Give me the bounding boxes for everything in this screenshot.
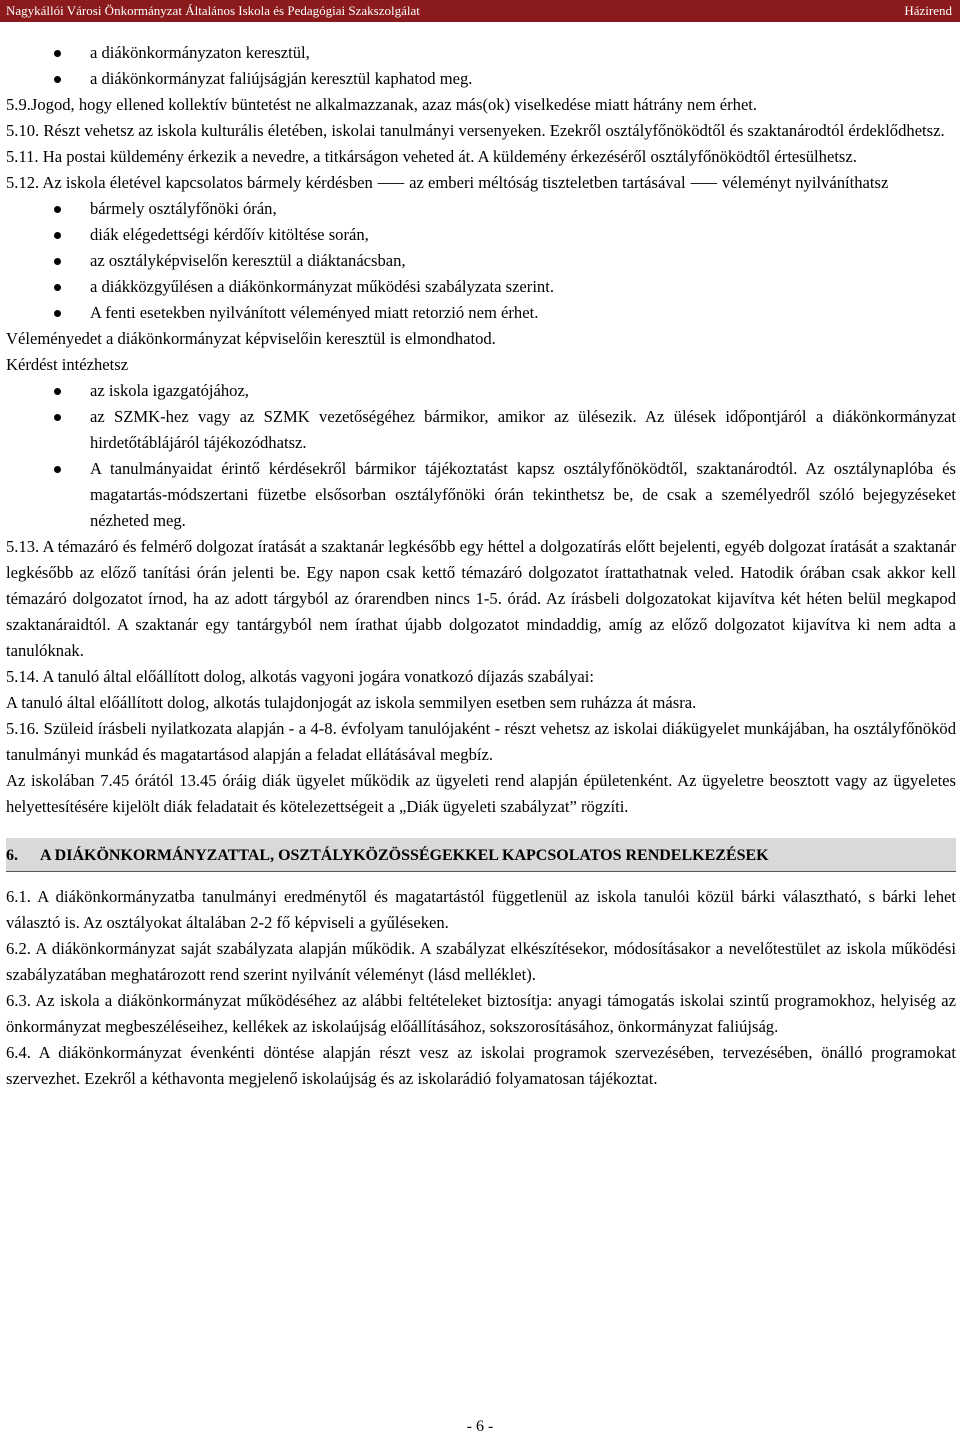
list-item: az osztályképviselőn keresztül a diáktanácsban,: [6, 248, 956, 274]
heading-underline: [6, 871, 956, 872]
page-content: [6, 40, 956, 1092]
paragraph-5-11: 5.11. Ha postai küldemény érkezik a nevedre, a titkárságon veheted át. A küldemény érkezéséről osztályfőnöködtől értesülhetsz.: [6, 147, 857, 166]
section-number: 6.: [6, 847, 18, 864]
bullet-icon: [54, 76, 61, 83]
paragraph-6-4: 6.4. A diákönkormányzat évenkénti döntése alapján részt vesz az iskolai programok szervezésében, tervezésében, önálló programokat szervezhet. Ezekről a kéthavonta megjelenő iskolaújság és az iskolarádió folyamatosan tájékoztat.: [6, 1043, 956, 1088]
bullet-icon: [54, 50, 61, 57]
paragraph-opinion: Véleményedet a diákönkormányzat képviselőin keresztül is elmondhatod.: [6, 329, 496, 348]
paragraph-5-14-title: 5.14. A tanuló által előállított dolog, alkotás vagyoni jogára vonatkozó díjazás szabályai:: [6, 667, 595, 686]
bullet-icon: [54, 206, 61, 213]
bullet-list-question: [6, 378, 956, 534]
paragraph-6-1: 6.1. A diákönkormányzatba tanulmányi eredménytől és magatartástól függetlenül az iskola tanulói közül bárki választható, s bárki lehet választó is. Az osztályokat általában 2-2 fő képviseli a gyűléseken.: [6, 887, 956, 932]
list-item: A fenti esetekben nyilvánított véleményed miatt retorzió nem érhet.: [6, 300, 956, 326]
bullet-icon: [54, 414, 61, 421]
list-item: a diákönkormányzaton keresztül,: [6, 40, 956, 66]
bullet-icon: [54, 232, 61, 239]
paragraph-5-13: 5.13. A témazáró és felmérő dolgozat íratását a szaktanár legkésőbb egy héttel a dolgozatírás előtt bejelenti, egyéb dolgozat íratását a szaktanár legkésőbb az előző tanítási órán jelenti be. Egy napon csak kettő témazáró dolgozatot írattathatnak veled. Hatodik órában csak akkor kell témazáró dolgozatot írnod, ha az adott tárgyból az órarendben nincs 1-5. órád. Az írásbeli dolgozatokat kijavítva két héten belül megkapod szaktanáraidtól. A szaktanár egy tantárgyból nem írathat újabb dolgozatot mindaddig, amíg az előző dolgozatot kijavítva ki nem adta a tanulóknak.: [6, 537, 956, 660]
page-number: - 6 -: [466, 1418, 494, 1435]
paragraph-5-14-body: A tanuló által előállított dolog, alkotás tulajdonjogát az iskola semmilyen esetben sem ruházza át másra.: [6, 693, 697, 712]
paragraph-6-3: 6.3. Az iskola a diákönkormányzat működéséhez az alábbi feltételeket biztosítja: anyagi támogatás iskolai szintű programokhoz, helyiség az önkormányzat megbeszéléseihez, kellékek az iskolaújság előállításához, sokszorosításához, önkormányzat faliújság.: [6, 991, 956, 1036]
bullet-icon: [54, 466, 61, 473]
list-item: az iskola igazgatójához,: [6, 378, 956, 404]
bullet-list-opinion: [6, 196, 956, 326]
section-6-heading: [6, 838, 956, 872]
list-item: a diákönkormányzat faliújságján keresztül kaphatod meg.: [6, 66, 956, 92]
paragraph-5-12: 5.12. Az iskola életével kapcsolatos bármely kérdésben ⸺ az emberi méltóság tiszteletben tartásával ⸺ véleményt nyilváníthatsz: [6, 173, 889, 192]
paragraph-5-10: 5.10. Részt vehetsz az iskola kulturális életében, iskolai tanulmányi versenyeken. Ezekről osztályfőnöködtől és szaktanárodtól érdeklődhetsz.: [6, 121, 945, 140]
list-item: a diákközgyűlésen a diákönkormányzat működési szabályzata szerint.: [6, 274, 956, 300]
bullet-icon: [54, 310, 61, 317]
header-document-title: Házirend: [904, 3, 952, 18]
page-header: [0, 0, 960, 22]
paragraph-question: Kérdést intézhetsz: [6, 355, 129, 374]
list-item: diák elégedettségi kérdőív kitöltése során,: [6, 222, 956, 248]
bullet-list-channels: [6, 40, 956, 92]
header-school-name: Nagykállói Városi Önkormányzat Általános Iskola és Pedagógiai Szakszolgálat: [6, 3, 420, 18]
section-title: A DIÁKÖNKORMÁNYZATTAL, OSZTÁLYKÖZÖSSÉGEKKEL KAPCSOLATOS RENDELKEZÉSEK: [40, 847, 769, 864]
list-item: bármely osztályfőnöki órán,: [6, 196, 956, 222]
bullet-icon: [54, 284, 61, 291]
paragraph-5-16: 5.16. Szüleid írásbeli nyilatkozata alapján - a 4-8. évfolyam tanulójaként - részt vehetsz az iskolai diákügyelet munkájában, ha osztályfőnököd tanulmányi munkád és magatartásod alapján a feladat ellátásával megbíz.: [6, 719, 956, 764]
bullet-icon: [54, 258, 61, 265]
paragraph-6-2: 6.2. A diákönkormányzat saját szabályzata alapján működik. A szabályzat elkészítésekor, módosításakor a nevelőtestület az iskola működési szabályzatában meghatározott rend szerint nyilvánít véleményt (lásd melléklet).: [6, 939, 956, 984]
paragraph-5-9: 5.9.Jogod, hogy ellened kollektív büntetést ne alkalmazzanak, azaz más(ok) viselkedése miatt hátrány nem érhet.: [6, 95, 758, 114]
paragraph-duty: Az iskolában 7.45 órától 13.45 óráig diák ügyelet működik az ügyeleti rend alapján épületenként. Az ügyeletre beosztott vagy az ügyeletes helyettesítésére kijelölt diák feladatait és kötelezettségeit a „Diák ügyeleti szabályzat” rögzíti.: [6, 771, 956, 816]
list-item: A tanulmányaidat érintő kérdésekről bármikor tájékoztatást kapsz osztályfőnöködtől, szaktanárodtól. Az osztálynaplóba és magatartás-módszertani füzetbe elsősorban osztályfőnöki órán tekinthetsz be, de csak a személyedről szóló bejegyzéseket nézheted meg.: [6, 456, 956, 534]
list-item: az SZMK-hez vagy az SZMK vezetőségéhez bármikor, amikor az ülésezik. Az ülések időpontjáról a diákönkormányzat hirdetőtáblájáról tájékozódhatsz.: [6, 404, 956, 456]
bullet-icon: [54, 388, 61, 395]
